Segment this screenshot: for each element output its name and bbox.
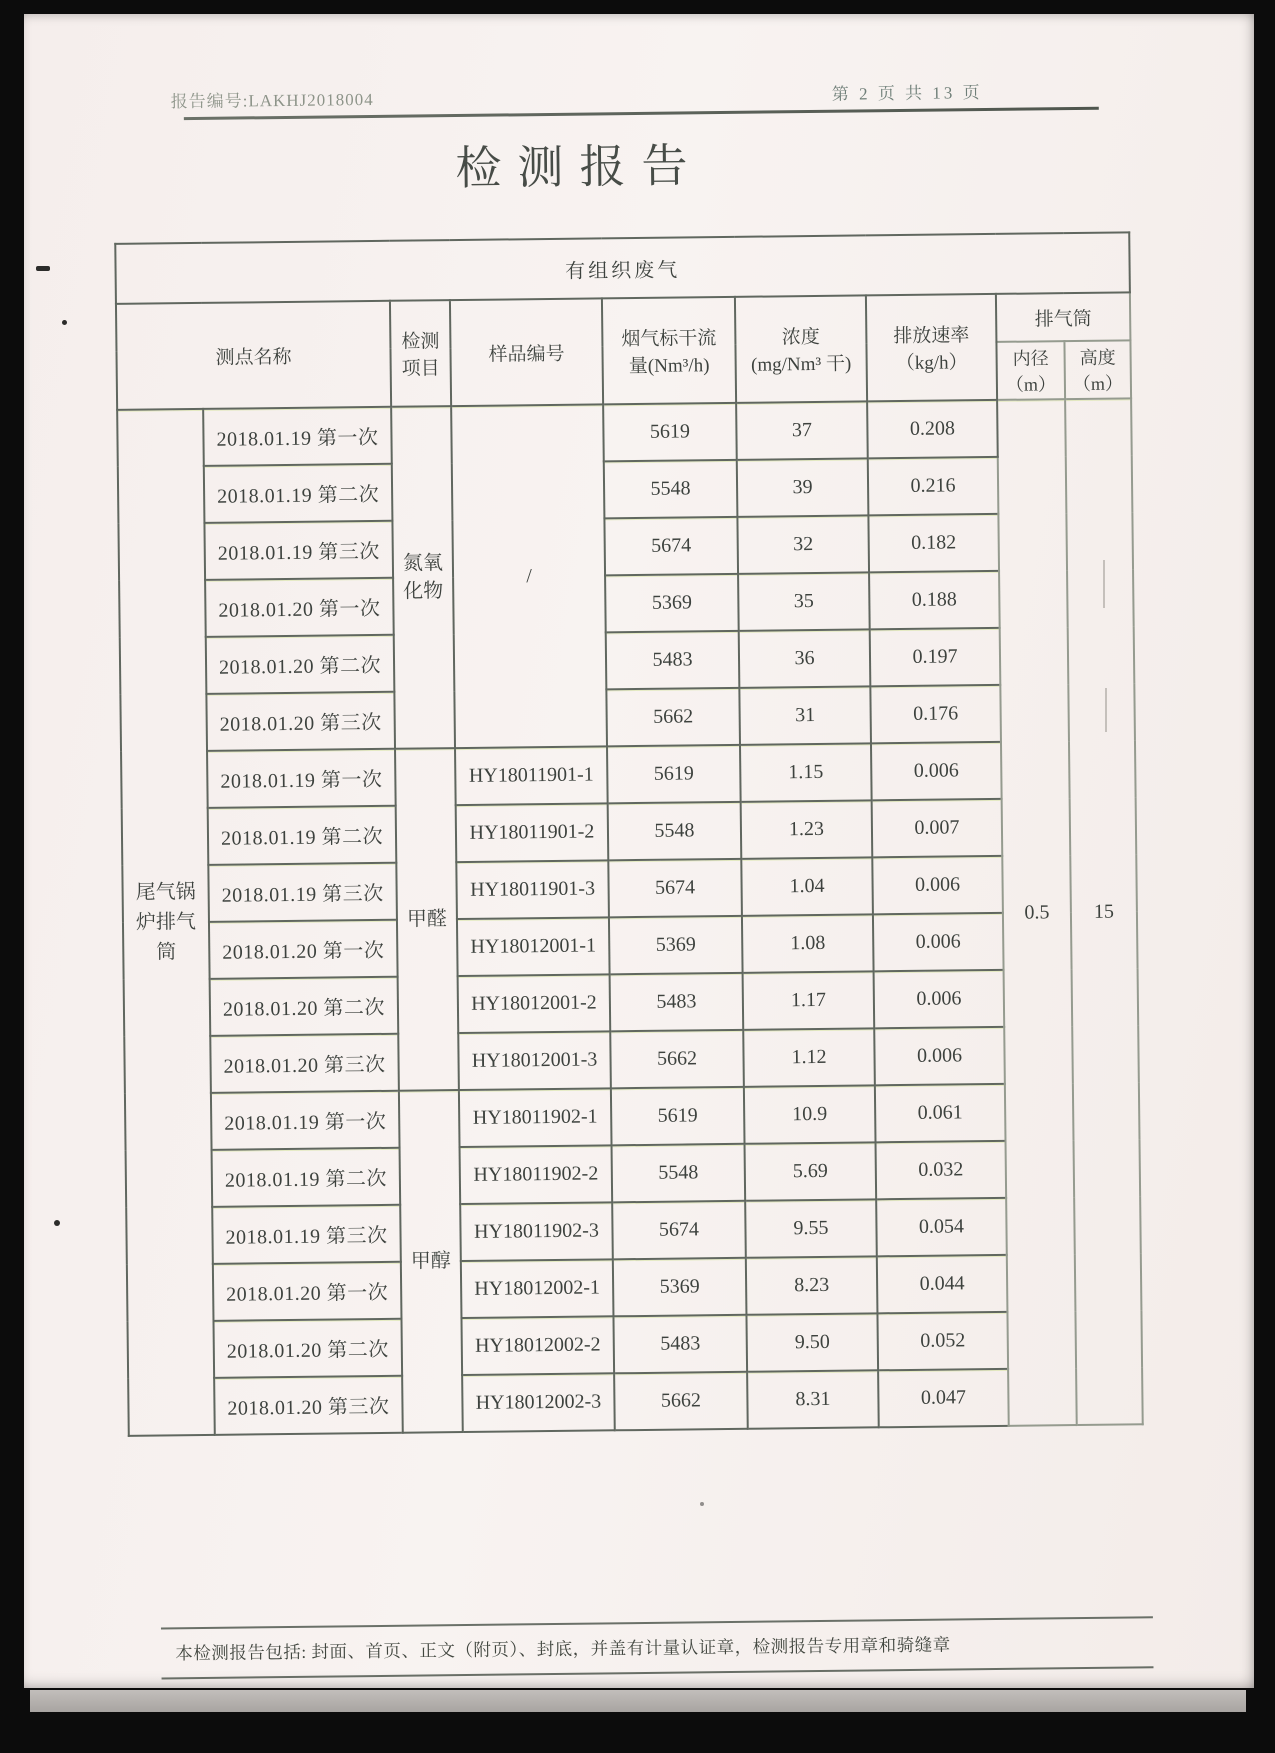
cell-date: 2018.01.19 第二次 xyxy=(212,1148,401,1207)
cell-flow: 5619 xyxy=(603,403,737,462)
cell-flow: 5548 xyxy=(604,460,738,519)
header-height-line1: 高度 xyxy=(1079,347,1116,368)
cell-sample: HY18011902-3 xyxy=(460,1202,613,1261)
cell-date: 2018.01.20 第一次 xyxy=(205,578,394,637)
cell-sample: HY18011901-3 xyxy=(456,860,609,919)
report-number: 报告编号:LAKHJ2018004 xyxy=(170,89,374,112)
cell-conc: 1.08 xyxy=(742,914,874,972)
header-concentration-line2: (mg/Nm³ 干) xyxy=(750,353,852,376)
footer-note: 本检测报告包括: 封面、首页、正文（附页）、封底，并盖有计量认证章，检测报告专用章和骑缝章 xyxy=(161,1616,1154,1679)
cell-sample: HY18011902-1 xyxy=(459,1088,612,1147)
cell-rate: 0.052 xyxy=(877,1312,1008,1370)
cell-flow: 5483 xyxy=(610,973,744,1032)
header-test-item-line2: 项目 xyxy=(401,358,440,380)
cell-date: 2018.01.19 第三次 xyxy=(212,1205,401,1264)
cell-date: 2018.01.19 第一次 xyxy=(211,1091,400,1150)
cell-date: 2018.01.19 第三次 xyxy=(204,521,393,580)
cell-rate: 0.188 xyxy=(869,571,1000,629)
cell-conc: 1.12 xyxy=(743,1028,875,1086)
cell-date: 2018.01.20 第二次 xyxy=(206,635,395,694)
cell-conc: 1.17 xyxy=(743,971,875,1029)
cell-flow: 5674 xyxy=(608,859,742,918)
header-inner-diameter xyxy=(996,341,1065,400)
cell-date: 2018.01.19 第二次 xyxy=(208,806,397,865)
header-flow xyxy=(602,297,736,405)
scan-speck xyxy=(54,1220,60,1226)
cell-date: 2018.01.19 第一次 xyxy=(203,407,392,466)
cell-flow: 5369 xyxy=(613,1258,747,1317)
cell-rate: 0.006 xyxy=(874,1027,1005,1085)
cell-height: 15 xyxy=(1065,398,1143,1425)
cell-rate: 0.208 xyxy=(867,400,998,458)
header-point-name: 测点名称 xyxy=(116,301,391,410)
scan-speck xyxy=(36,266,50,271)
cell-conc: 39 xyxy=(737,458,869,516)
cell-rate: 0.006 xyxy=(873,913,1004,971)
cell-date: 2018.01.20 第一次 xyxy=(213,1262,402,1321)
cell-conc: 5.69 xyxy=(745,1142,877,1200)
cell-conc: 32 xyxy=(737,515,869,573)
cell-conc: 1.04 xyxy=(741,857,873,915)
cell-date: 2018.01.20 第三次 xyxy=(214,1376,403,1435)
scan-speck xyxy=(700,1502,704,1506)
cell-rate: 0.197 xyxy=(870,628,1001,686)
cell-conc: 8.23 xyxy=(746,1256,878,1314)
cell-conc: 9.50 xyxy=(746,1313,878,1371)
scan-edge-mark xyxy=(1105,688,1107,732)
header-inner-diameter-line2: （m） xyxy=(1005,374,1057,395)
cell-conc: 1.15 xyxy=(740,743,872,801)
page-content xyxy=(15,7,1264,1695)
cell-date: 2018.01.20 第三次 xyxy=(206,692,395,751)
cell-rate: 0.007 xyxy=(872,799,1003,857)
cell-flow: 5369 xyxy=(609,916,743,975)
cell-inner-diameter: 0.5 xyxy=(997,399,1077,1426)
header-test-item xyxy=(390,300,451,407)
paper-bottom-edge xyxy=(30,1690,1246,1712)
cell-stack-name: 尾气锅炉排气筒 xyxy=(117,409,215,1436)
cell-flow: 5674 xyxy=(612,1201,746,1260)
cell-flow: 5548 xyxy=(608,802,742,861)
cell-sample: HY18012001-1 xyxy=(457,917,610,976)
table-header-row xyxy=(116,292,1131,352)
cell-conc: 8.31 xyxy=(747,1370,879,1428)
cell-rate: 0.006 xyxy=(874,970,1005,1028)
cell-rate: 0.044 xyxy=(877,1255,1008,1313)
cell-flow: 5662 xyxy=(606,688,740,747)
cell-flow: 5662 xyxy=(610,1030,744,1089)
cell-sample: HY18011901-1 xyxy=(455,746,608,805)
cell-flow: 5662 xyxy=(614,1372,748,1431)
cell-test-item: 氮氧化物 xyxy=(391,406,455,749)
cell-rate: 0.032 xyxy=(876,1141,1007,1199)
cell-conc: 1.23 xyxy=(741,800,873,858)
cell-date: 2018.01.19 第二次 xyxy=(204,464,393,523)
cell-flow: 5483 xyxy=(613,1315,747,1374)
page-header xyxy=(170,78,982,112)
cell-flow: 5483 xyxy=(606,631,740,690)
header-inner-diameter-line1: 内径 xyxy=(1012,348,1049,369)
header-concentration xyxy=(735,295,867,402)
cell-sample-shared: / xyxy=(451,404,607,748)
cell-rate: 0.006 xyxy=(872,856,1003,914)
group-title: 有组织废气 xyxy=(115,232,1130,304)
header-emission-rate-line1: 排放速率 xyxy=(893,325,970,348)
cell-sample: HY18011902-2 xyxy=(460,1145,613,1204)
scan-edge-mark xyxy=(1103,560,1105,608)
cell-conc: 9.55 xyxy=(745,1199,877,1257)
cell-date: 2018.01.20 第二次 xyxy=(210,977,399,1036)
paper-sheet xyxy=(24,14,1254,1688)
cell-date: 2018.01.19 第三次 xyxy=(208,863,397,922)
cell-date: 2018.01.19 第一次 xyxy=(207,749,396,808)
table-row xyxy=(128,1367,1143,1436)
cell-rate: 0.216 xyxy=(868,457,999,515)
header-stack-group: 排气筒 xyxy=(996,292,1131,342)
cell-conc: 35 xyxy=(738,572,870,630)
header-flow-line2: 量(Nm³/h) xyxy=(628,355,710,378)
cell-rate: 0.054 xyxy=(876,1198,1007,1256)
header-concentration-line1: 浓度 xyxy=(781,326,820,349)
cell-flow: 5619 xyxy=(607,745,741,804)
header-emission-rate-line2: （kg/h） xyxy=(895,352,968,375)
cell-conc: 36 xyxy=(739,629,871,687)
cell-sample: HY18012001-2 xyxy=(458,974,611,1033)
cell-rate: 0.006 xyxy=(871,742,1002,800)
header-emission-rate xyxy=(866,294,997,401)
cell-conc: 37 xyxy=(736,401,868,459)
cell-sample: HY18012002-3 xyxy=(462,1373,615,1432)
cell-date: 2018.01.20 第二次 xyxy=(213,1319,402,1378)
header-test-item-line1: 检测 xyxy=(401,331,440,353)
cell-date: 2018.01.20 第一次 xyxy=(209,920,398,979)
cell-flow: 5674 xyxy=(604,517,738,576)
scan-speck xyxy=(62,320,67,325)
emissions-table xyxy=(114,231,1144,1436)
cell-sample: HY18011901-2 xyxy=(456,803,609,862)
cell-rate: 0.061 xyxy=(875,1084,1006,1142)
cell-sample: HY18012002-1 xyxy=(461,1259,614,1318)
cell-test-item: 甲醇 xyxy=(399,1090,463,1433)
header-flow-line1: 烟气标干流 xyxy=(621,328,717,351)
header-sample-no: 样品编号 xyxy=(450,298,603,406)
cell-conc: 10.9 xyxy=(744,1085,876,1143)
cell-rate: 0.182 xyxy=(868,514,999,572)
report-title: 检测报告 xyxy=(455,140,704,195)
cell-sample: HY18012002-2 xyxy=(461,1316,614,1375)
cell-sample: HY18012001-3 xyxy=(458,1031,611,1090)
header-height-line2: （m） xyxy=(1072,373,1124,395)
page-indicator: 第 2 页 共 13 页 xyxy=(831,83,983,104)
cell-conc: 31 xyxy=(739,686,871,744)
cell-rate: 0.047 xyxy=(878,1369,1009,1427)
cell-test-item: 甲醛 xyxy=(395,748,459,1091)
cell-flow: 5548 xyxy=(612,1144,746,1203)
header-height xyxy=(1064,340,1131,399)
cell-flow: 5369 xyxy=(605,574,739,633)
cell-date: 2018.01.20 第三次 xyxy=(210,1034,399,1093)
cell-rate: 0.176 xyxy=(870,685,1001,743)
cell-flow: 5619 xyxy=(611,1087,745,1146)
